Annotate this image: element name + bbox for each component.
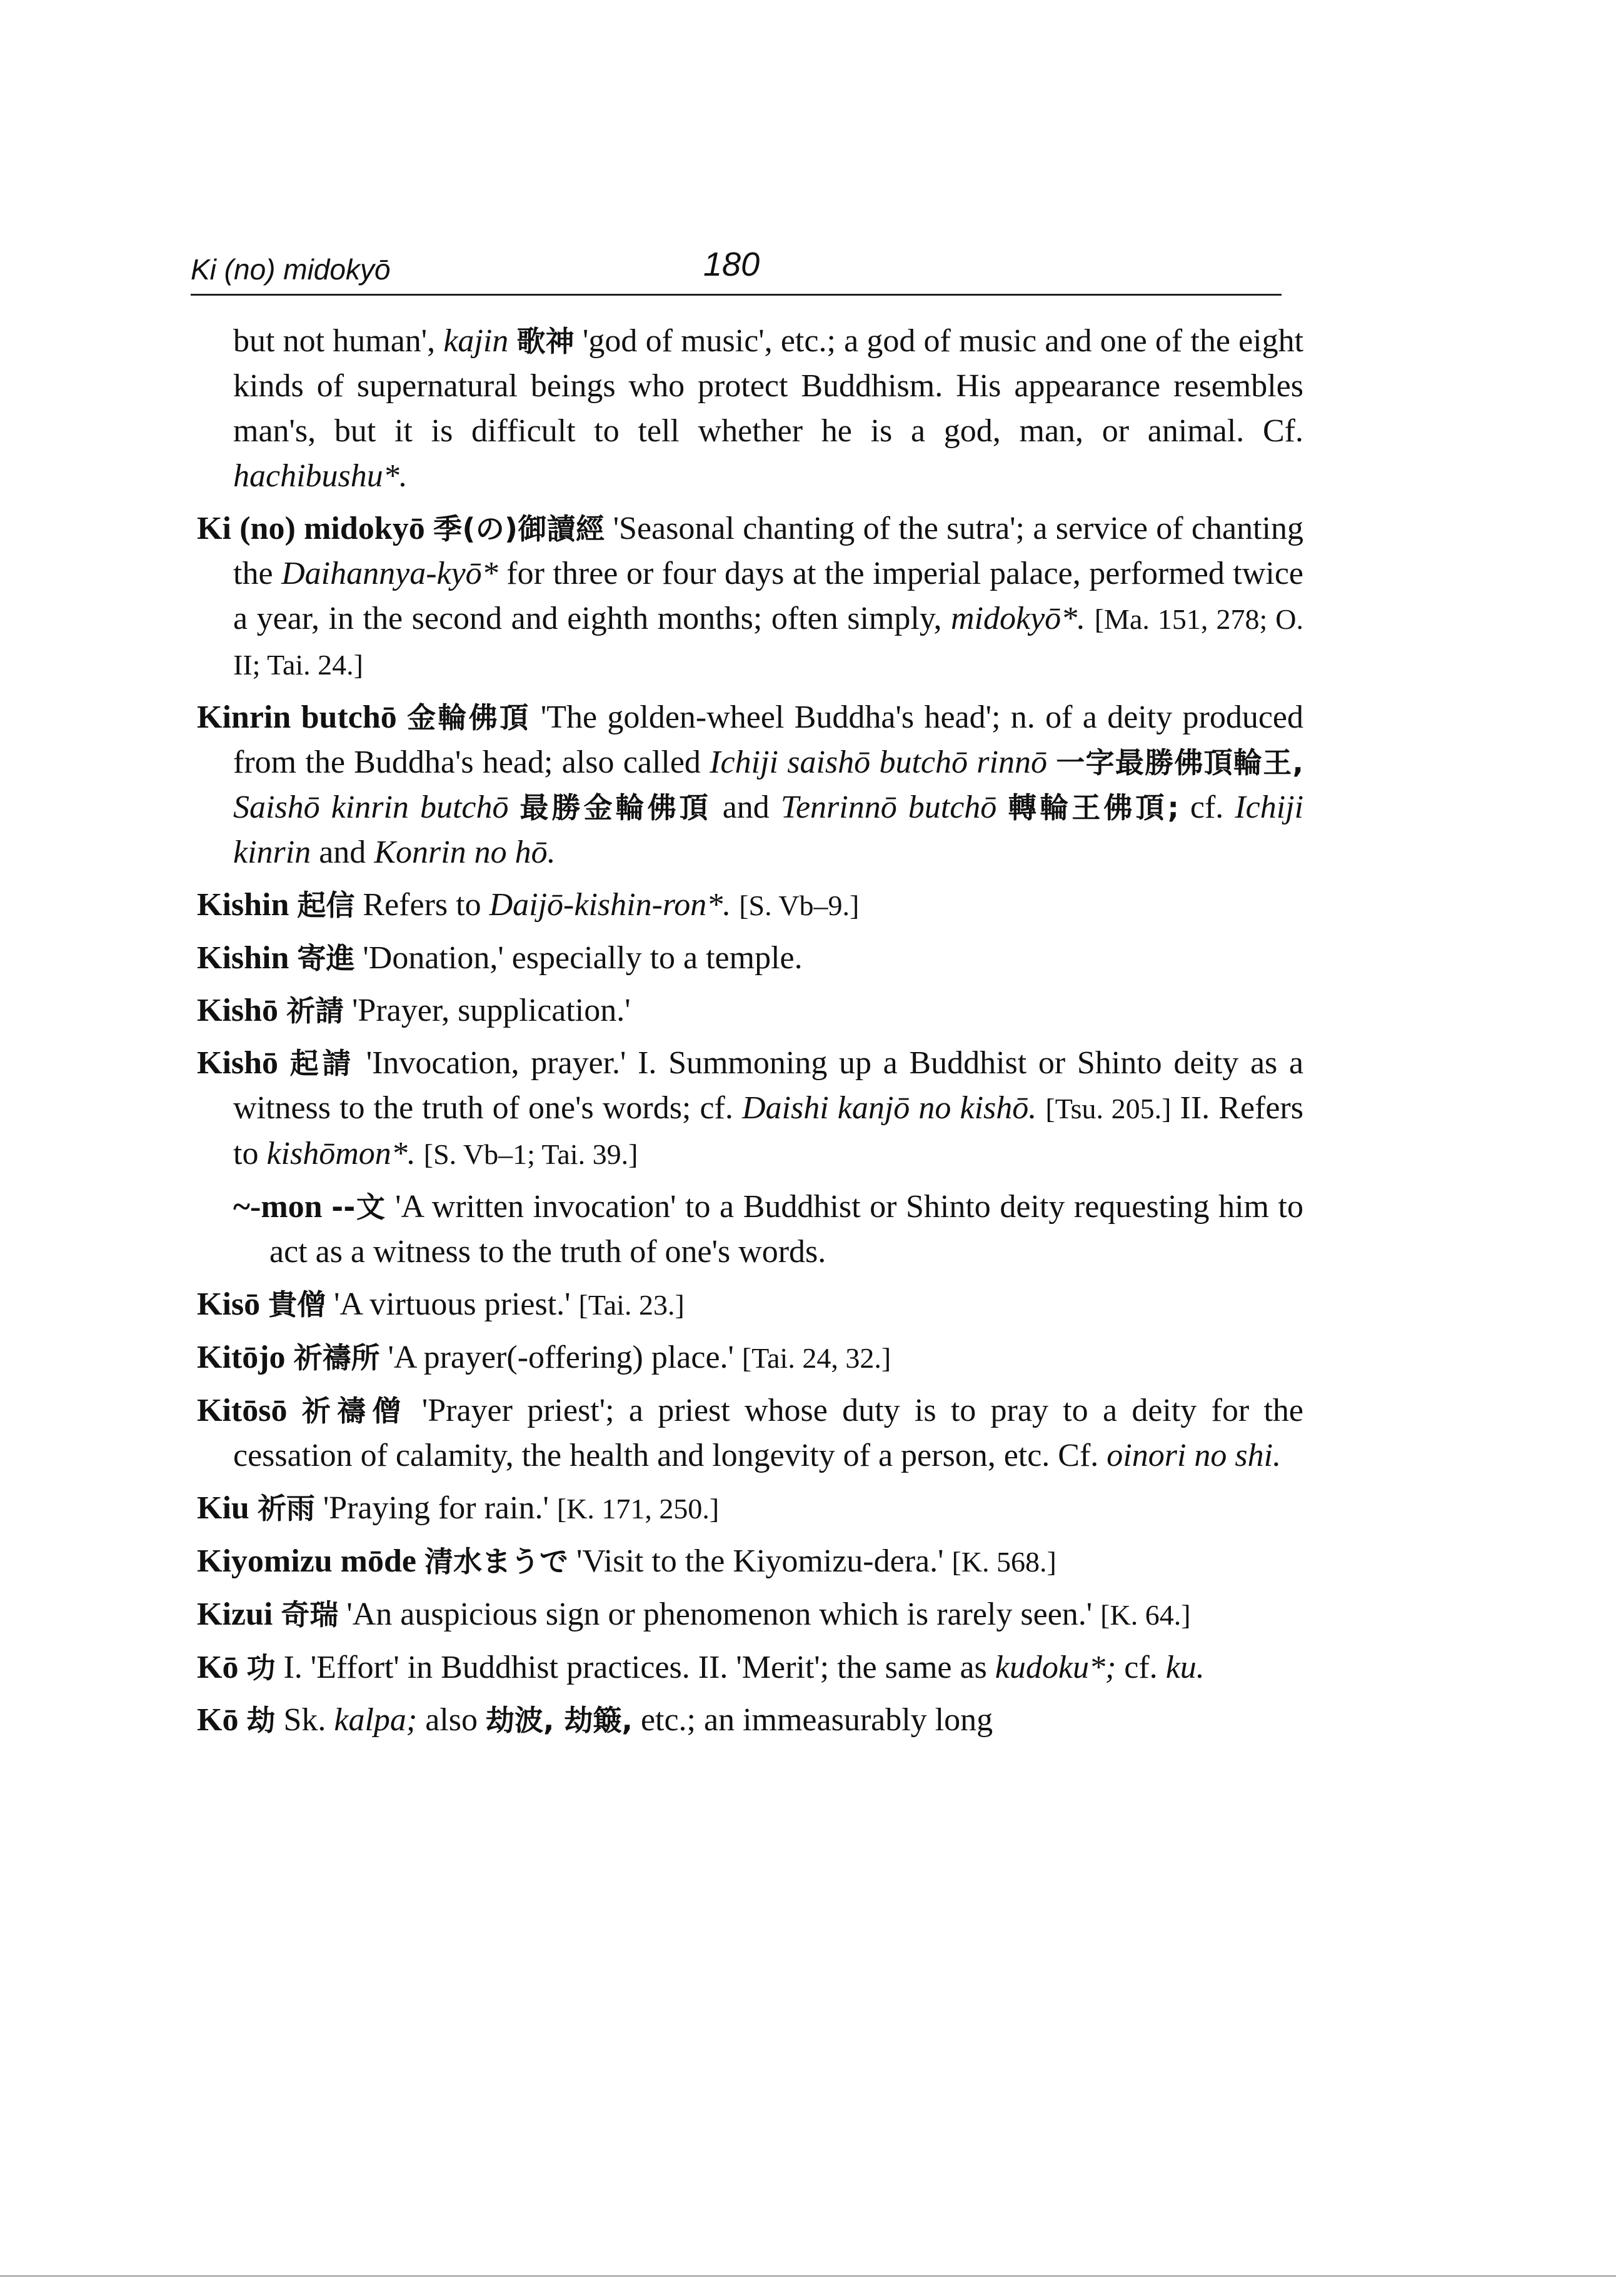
italic-term: Daihannya-kyō*	[281, 556, 498, 591]
kanji: 奇瑞	[281, 1598, 339, 1632]
italic-term: hachibushu*.	[233, 458, 408, 494]
continued-entry-text	[197, 319, 1303, 499]
definition: 'Praying for rain.'	[323, 1490, 549, 1526]
reference: [Ma. 151, 278; O. II; Tai. 24.]	[233, 603, 1303, 681]
headword: Kizui	[197, 1597, 273, 1632]
headword: Kishō	[197, 993, 279, 1028]
entry-kishin-2	[197, 936, 1303, 981]
kanji: 祈禱僧	[301, 1394, 408, 1428]
definition: 'Seasonal chanting of the sutra'; a service of chanting the	[233, 511, 1303, 591]
headword: Kiu	[197, 1490, 249, 1526]
italic-term: kajin	[443, 323, 509, 359]
text: Sk.	[283, 1702, 326, 1738]
definition: for three or four days at the imperial palace, performed twice a year, in the second and eighth months; often simply,	[233, 556, 1304, 636]
italic-term: ku.	[1165, 1650, 1205, 1685]
running-head: Ki (no) midokyō	[191, 253, 391, 286]
header-rule	[191, 294, 1282, 296]
italic-term: Tenrinnō butchō	[780, 790, 997, 825]
italic-term: kalpa;	[334, 1702, 418, 1738]
definition: I. 'Effort' in Buddhist practices. II. 'Merit'; the same as	[283, 1650, 987, 1685]
kanji: 功	[246, 1651, 276, 1685]
definition: 'A written invocation' to a Buddhist or Shinto deity requesting him to act as a witness to the truth of one's words.	[269, 1189, 1304, 1270]
kanji: 金輪佛頂	[407, 701, 531, 734]
headword: Kitōjo	[197, 1340, 286, 1375]
definition: etc.; an immeasurably long	[640, 1702, 993, 1738]
kanji: 寄進	[297, 941, 355, 975]
text: and	[722, 790, 770, 825]
entry-kiyomizu-mode	[197, 1539, 1303, 1585]
text: cf.	[1190, 790, 1224, 825]
kanji: 祈請	[286, 994, 344, 1028]
italic-term: kudoku*;	[995, 1650, 1117, 1685]
headword: Kishin	[197, 940, 289, 976]
dictionary-body	[197, 319, 1303, 1750]
reference: [K. 568.]	[951, 1546, 1056, 1578]
reference: [Tai. 24, 32.]	[741, 1342, 891, 1374]
text: cf.	[1124, 1650, 1158, 1685]
definition: 'The golden-wheel Buddha's head'; n. of a deity produced from the Buddha's head; also called	[233, 699, 1303, 780]
entry-ko-1	[197, 1645, 1303, 1690]
kanji: 歌神	[516, 324, 575, 358]
headword: Kitōsō	[197, 1393, 288, 1428]
reference: [Tai. 23.]	[578, 1289, 685, 1321]
entry-kitojo	[197, 1335, 1303, 1381]
text: but not human',	[233, 323, 436, 359]
kanji: 劫	[246, 1703, 276, 1737]
kanji: 清水まうで	[424, 1545, 568, 1578]
scan-edge-line	[0, 2275, 1616, 2277]
italic-term: kishōmon*.	[266, 1136, 416, 1171]
headword: ~-mon	[233, 1189, 323, 1225]
headword: Kinrin butchō	[197, 699, 397, 735]
entry-kisho-1	[197, 988, 1303, 1033]
kanji: 轉輪王佛頂;	[1008, 791, 1179, 825]
subentry-body	[233, 1185, 1303, 1275]
italic-term: Daijō-kishin-ron*.	[489, 887, 731, 923]
headword: Kisō	[197, 1286, 261, 1322]
text: and	[319, 835, 366, 870]
headword: Kishō	[197, 1045, 279, 1081]
headword: Kō	[197, 1650, 239, 1685]
headword: Kiyomizu mōde	[197, 1543, 416, 1579]
reference: [K. 64.]	[1100, 1599, 1191, 1631]
italic-term: midokyō*.	[951, 601, 1086, 636]
headword: Kishin	[197, 887, 289, 923]
reference: [S. Vb–9.]	[739, 890, 860, 921]
headword: Kō	[197, 1702, 239, 1738]
page-header	[191, 245, 1282, 295]
entry-kishin-1	[197, 883, 1303, 928]
definition: 'Visit to the Kiyomizu-dera.'	[576, 1543, 944, 1579]
definition: 'Donation,' especially to a temple.	[363, 940, 803, 976]
italic-term: oinori no shi.	[1107, 1438, 1282, 1473]
entry-kitoso	[197, 1388, 1303, 1478]
definition: 'An auspicious sign or phenomenon which is rarely seen.'	[346, 1597, 1093, 1632]
kanji: --文	[331, 1190, 386, 1224]
kanji: 最勝金輪佛頂	[519, 791, 711, 825]
entry-kiu	[197, 1486, 1303, 1532]
definition: 'Invocation, prayer.' I. Summoning up a Buddhist or Shinto deity as a witness to the truth of one's words; cf.	[233, 1045, 1304, 1126]
kanji: 祈雨	[257, 1491, 315, 1525]
entry-ko-2	[197, 1698, 1303, 1743]
kanji: 起請	[289, 1046, 355, 1080]
italic-term: Daishi kanjō no kishō.	[741, 1090, 1037, 1126]
entry-kinrin-butcho	[197, 695, 1303, 875]
italic-term: Konrin no hō.	[374, 835, 556, 870]
headword: Ki (no) midokyō	[197, 511, 425, 546]
reference: [S. Vb–1; Tai. 39.]	[423, 1138, 638, 1170]
text: also	[425, 1702, 478, 1738]
kanji: 起信	[297, 888, 355, 922]
italic-term: Saishō kinrin butchō	[233, 790, 509, 825]
entry-kizui	[197, 1592, 1303, 1638]
definition: II. Refers to	[233, 1090, 1303, 1171]
definition: 'Prayer priest'; a priest whose duty is to pray to a deity for the cessation of calamity, the health and longevity of a person, etc. Cf.	[233, 1393, 1304, 1473]
definition: Refers to	[363, 887, 481, 923]
entry-ki-no-midokyo	[197, 506, 1303, 688]
reference: [Tsu. 205.]	[1045, 1093, 1172, 1125]
definition: 'A virtuous priest.'	[334, 1286, 571, 1322]
definition: 'A prayer(-offering) place.'	[388, 1340, 734, 1375]
reference: [K. 171, 250.]	[556, 1493, 720, 1525]
kanji: 祈禱所	[293, 1341, 380, 1375]
subentry-kishomon	[197, 1185, 1303, 1275]
kanji: 一字最勝佛頂輪王,	[1056, 746, 1304, 780]
kanji: 劫波, 劫簸,	[485, 1703, 633, 1737]
text: 'god of music', etc.; a god of music and one of the eight kinds of supernatural beings who protect Buddhism. His appearance resembles man's, but it is difficult to tell whether he is a god, man, or animal. Cf.	[233, 323, 1304, 449]
definition: 'Prayer, supplication.'	[352, 993, 631, 1028]
page-number: 180	[703, 246, 760, 283]
entry-kiso	[197, 1282, 1303, 1328]
entry-kisho-2	[197, 1041, 1303, 1177]
italic-term: Ichiji kinrin	[233, 790, 1304, 870]
kanji: 貴僧	[268, 1288, 326, 1321]
kanji: 季(の)御讀經	[433, 512, 605, 546]
italic-term: Ichiji saishō butchō rinnō	[710, 744, 1047, 780]
